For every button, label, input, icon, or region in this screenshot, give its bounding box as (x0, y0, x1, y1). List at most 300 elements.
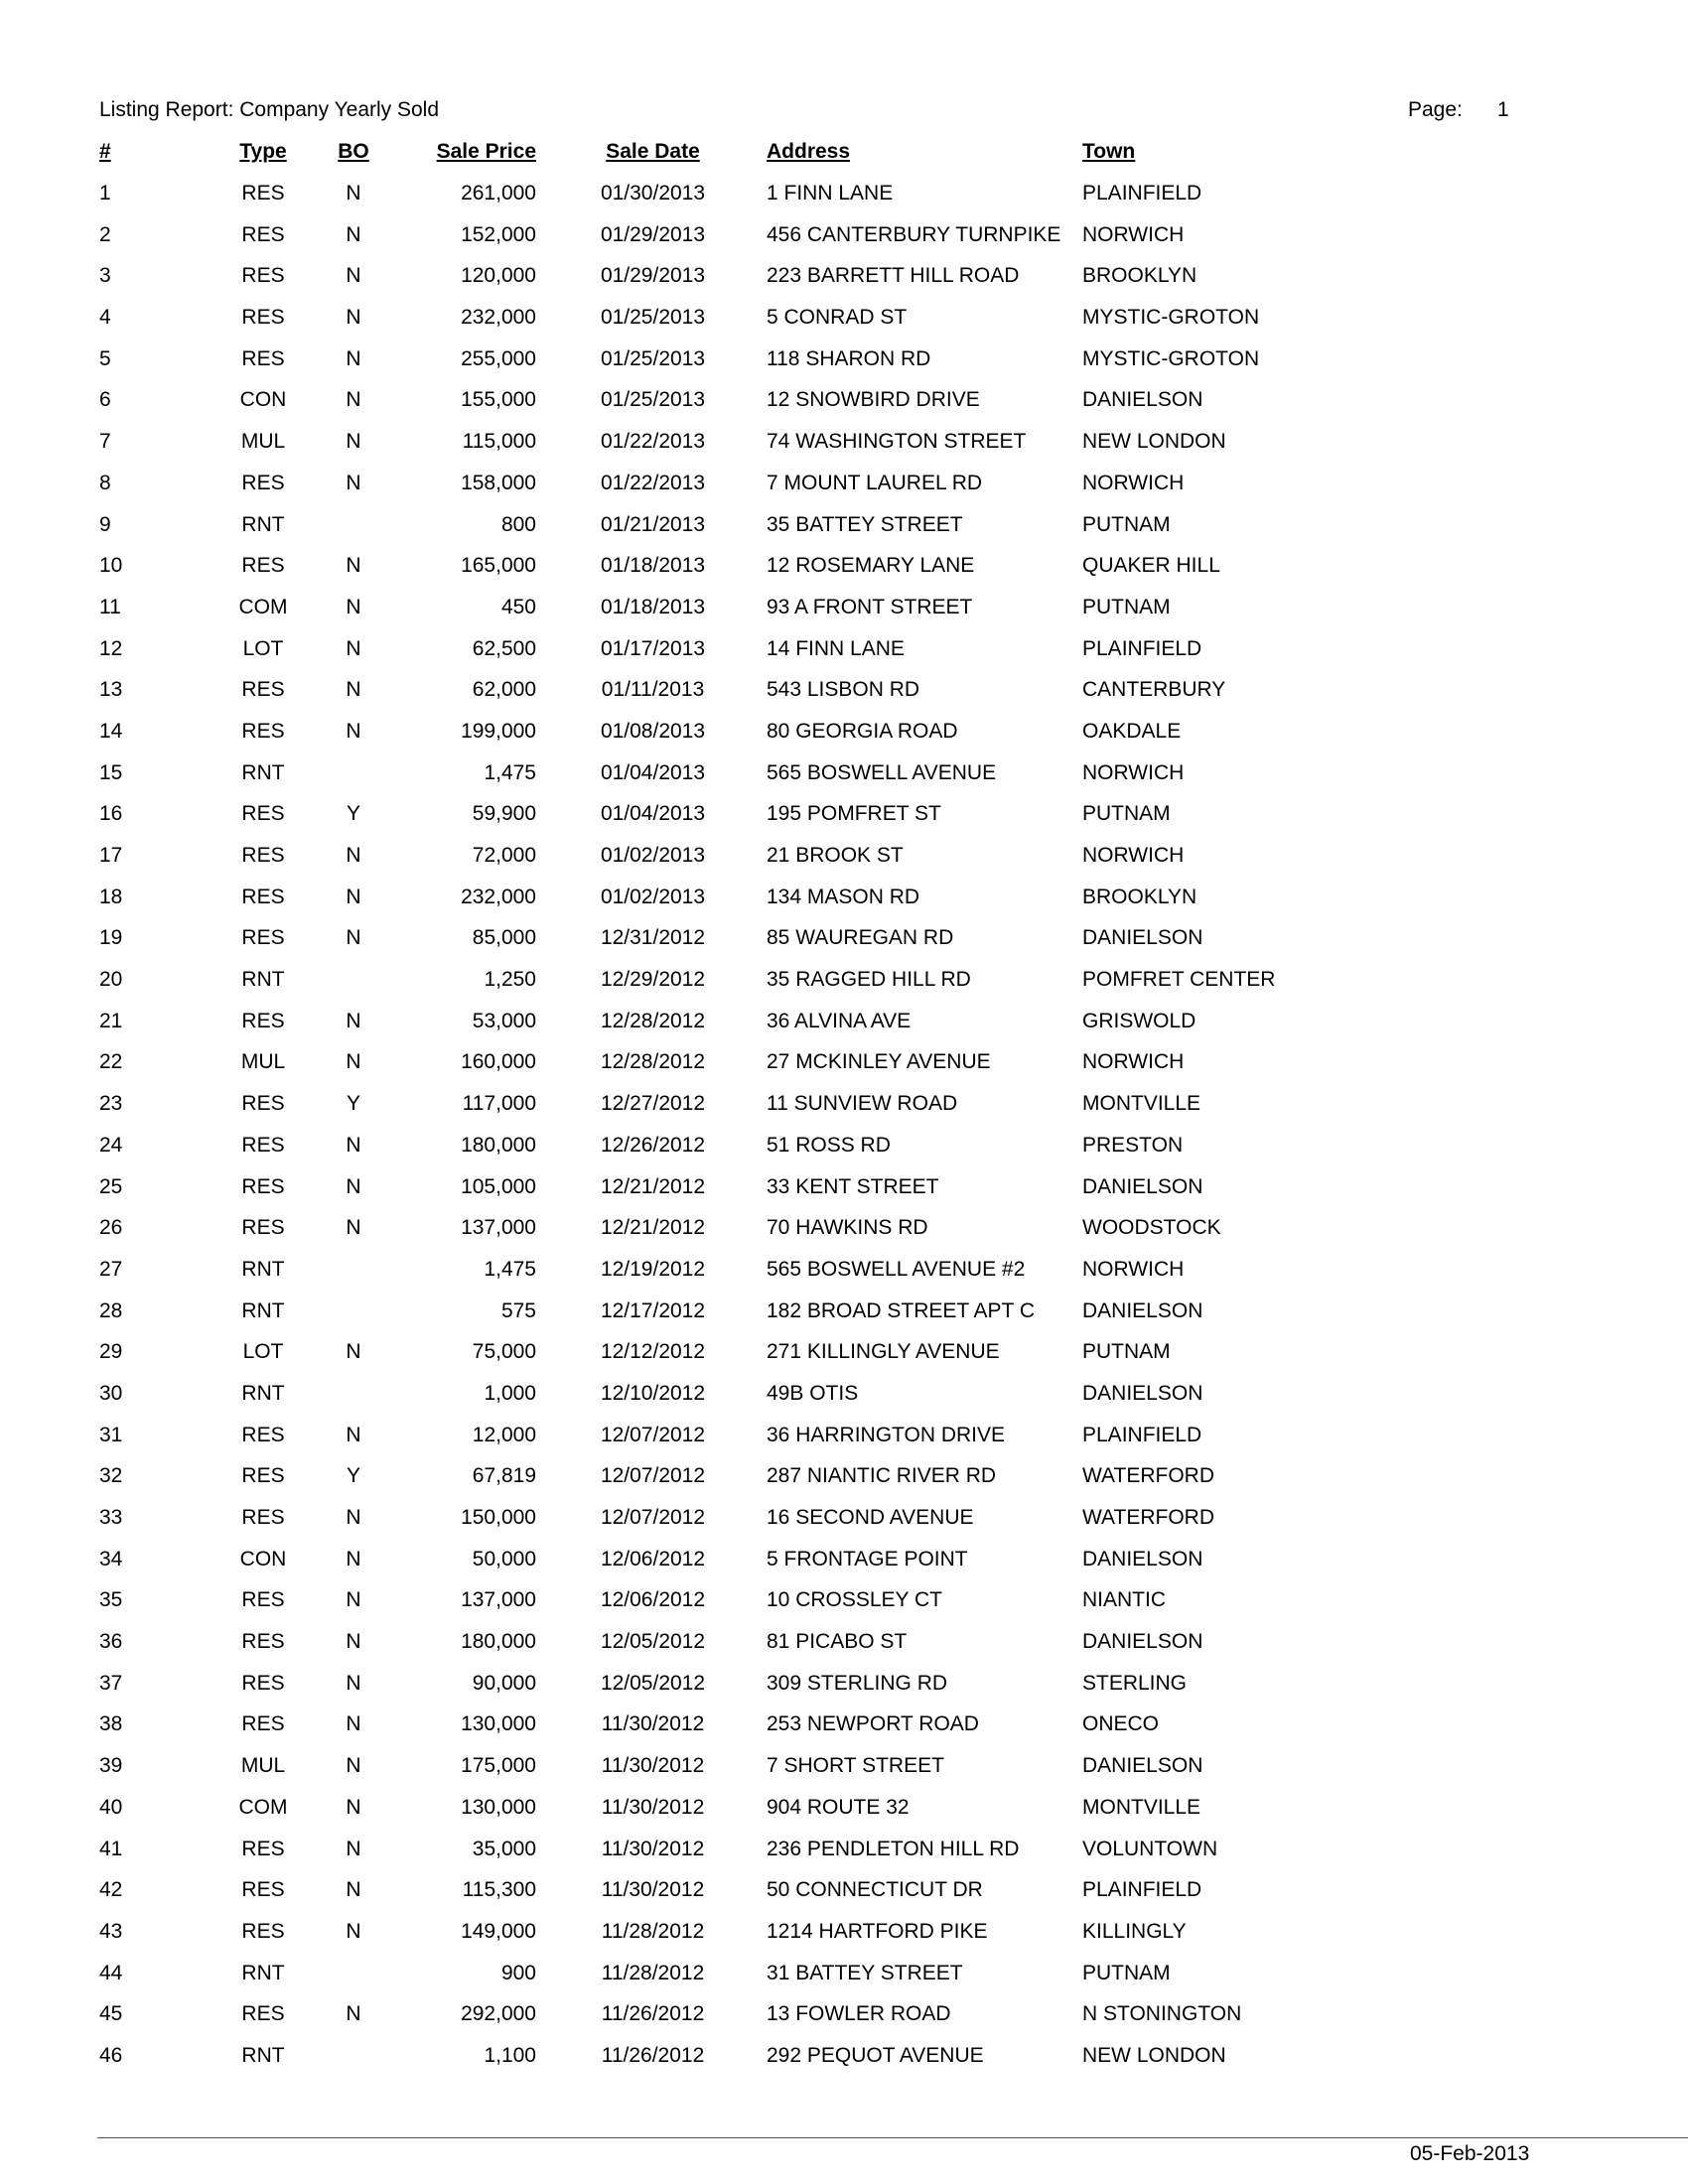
cell-address: 70 HAWKINS RD (767, 1216, 928, 1240)
cell-bo: N (346, 430, 361, 454)
cell-town: DANIELSON (1082, 1547, 1203, 1570)
cell-type: MUL (240, 430, 286, 454)
cell-number: 38 (99, 1712, 123, 1736)
cell-sale-date: 01/04/2013 (600, 802, 706, 826)
cell-address: 51 ROSS RD (767, 1133, 891, 1157)
cell-type: LOT (242, 636, 284, 660)
cell-type: RNT (241, 1381, 285, 1405)
cell-sale-price: 12,000 (472, 1423, 536, 1446)
table-body (0, 181, 1688, 2085)
cell-type: RES (241, 1133, 285, 1157)
report-title: Listing Report: Company Yearly Sold (99, 98, 440, 121)
cell-sale-price: 199,000 (461, 719, 536, 743)
cell-number: 27 (99, 1257, 123, 1281)
table-row (0, 1629, 1688, 1671)
table-row (0, 1961, 1688, 2002)
table-row (0, 925, 1688, 967)
cell-number: 31 (99, 1423, 123, 1446)
cell-sale-date: 01/02/2013 (600, 885, 706, 908)
cell-number: 40 (99, 1795, 123, 1819)
cell-bo: N (346, 1837, 361, 1860)
cell-type: RES (241, 2002, 285, 2026)
table-row (0, 2043, 1688, 2085)
table-row (0, 1174, 1688, 1216)
page-number: 1 (1497, 98, 1509, 121)
cell-sale-date: 01/22/2013 (600, 471, 706, 494)
cell-sale-date: 12/06/2012 (600, 1547, 706, 1570)
cell-town: NORWICH (1082, 222, 1185, 246)
table-row (0, 843, 1688, 885)
cell-sale-price: 62,000 (472, 678, 536, 702)
table-row (0, 967, 1688, 1009)
cell-town: PLAINFIELD (1082, 636, 1202, 660)
table-row (0, 1671, 1688, 1712)
table-row (0, 1547, 1688, 1588)
cell-sale-price: 165,000 (461, 554, 536, 578)
cell-address: 456 CANTERBURY TURNPIKE (767, 222, 1061, 246)
cell-sale-price: 130,000 (461, 1712, 536, 1736)
cell-type: RES (241, 554, 285, 578)
cell-town: OAKDALE (1082, 719, 1182, 743)
table-row (0, 2001, 1688, 2043)
cell-type: RNT (241, 1257, 285, 1281)
table-row (0, 885, 1688, 926)
cell-number: 39 (99, 1754, 123, 1778)
cell-sale-date: 01/18/2013 (600, 554, 706, 578)
cell-type: RES (241, 1588, 285, 1612)
cell-address: 27 MCKINLEY AVENUE (767, 1050, 991, 1074)
cell-number: 8 (99, 471, 111, 494)
cell-type: RES (241, 1630, 285, 1654)
table-row (0, 1877, 1688, 1919)
cell-sale-price: 232,000 (461, 885, 536, 908)
cell-address: 12 ROSEMARY LANE (767, 554, 975, 578)
table-row (0, 222, 1688, 264)
cell-address: 36 ALVINA AVE (767, 1009, 912, 1032)
cell-sale-date: 01/02/2013 (600, 844, 706, 867)
cell-sale-price: 72,000 (472, 844, 536, 867)
cell-type: RES (241, 471, 285, 494)
cell-number: 29 (99, 1340, 123, 1364)
cell-town: PUTNAM (1082, 1340, 1171, 1364)
cell-type: CON (239, 1547, 287, 1570)
cell-number: 45 (99, 2002, 123, 2026)
cell-sale-date: 11/30/2012 (601, 1878, 705, 1902)
cell-type: RES (241, 306, 285, 330)
cell-sale-date: 01/08/2013 (600, 719, 706, 743)
table-row (0, 1009, 1688, 1050)
cell-address: 565 BOSWELL AVENUE #2 (767, 1257, 1026, 1281)
cell-sale-date: 01/25/2013 (600, 388, 706, 412)
cell-address: 309 STERLING RD (767, 1671, 948, 1695)
cell-bo: N (346, 554, 361, 578)
cell-sale-date: 12/21/2012 (600, 1174, 706, 1198)
cell-bo: N (346, 1919, 361, 1943)
cell-number: 37 (99, 1671, 123, 1695)
cell-address: 13 FOWLER ROAD (767, 2002, 951, 2026)
cell-sale-price: 75,000 (472, 1340, 536, 1364)
cell-type: COM (238, 1795, 288, 1819)
cell-sale-date: 12/12/2012 (600, 1340, 706, 1364)
cell-number: 16 (99, 802, 123, 826)
cell-sale-date: 12/07/2012 (600, 1506, 706, 1529)
cell-address: 904 ROUTE 32 (767, 1795, 910, 1819)
cell-address: 85 WAUREGAN RD (767, 926, 954, 950)
cell-bo: Y (346, 802, 360, 826)
cell-type: RNT (241, 968, 285, 992)
cell-town: NIANTIC (1082, 1588, 1166, 1612)
table-row (0, 1711, 1688, 1753)
cell-town: VOLUNTOWN (1082, 1837, 1218, 1860)
cell-number: 34 (99, 1547, 123, 1570)
table-row (0, 1381, 1688, 1423)
cell-sale-price: 149,000 (461, 1919, 536, 1943)
cell-sale-date: 12/26/2012 (600, 1133, 706, 1157)
column-header-type: Type (239, 140, 287, 163)
cell-sale-date: 11/28/2012 (601, 1919, 705, 1943)
cell-bo: N (346, 595, 361, 618)
cell-sale-date: 11/30/2012 (601, 1754, 705, 1778)
table-row (0, 1049, 1688, 1091)
cell-town: ONECO (1082, 1712, 1160, 1736)
table-row (0, 1091, 1688, 1133)
footer-date: 05-Feb-2013 (1410, 2142, 1530, 2165)
cell-sale-price: 160,000 (461, 1050, 536, 1074)
cell-sale-date: 01/21/2013 (600, 512, 706, 536)
cell-sale-price: 155,000 (461, 388, 536, 412)
cell-town: GRISWOLD (1082, 1009, 1196, 1032)
table-row (0, 1837, 1688, 1878)
cell-type: RNT (241, 1961, 285, 1984)
cell-number: 33 (99, 1506, 123, 1529)
cell-town: PLAINFIELD (1082, 182, 1202, 205)
cell-address: 16 SECOND AVENUE (767, 1506, 974, 1529)
table-row (0, 1339, 1688, 1381)
cell-sale-date: 12/07/2012 (600, 1423, 706, 1446)
cell-address: 287 NIANTIC RIVER RD (767, 1464, 997, 1488)
cell-bo: N (346, 471, 361, 494)
cell-number: 5 (99, 346, 111, 370)
cell-type: RES (241, 1423, 285, 1446)
cell-bo: N (346, 346, 361, 370)
cell-bo: N (346, 182, 361, 205)
cell-sale-date: 12/10/2012 (600, 1381, 706, 1405)
cell-sale-date: 11/26/2012 (601, 2002, 705, 2026)
table-row (0, 1215, 1688, 1257)
cell-sale-date: 01/17/2013 (600, 636, 706, 660)
cell-town: DANIELSON (1082, 1298, 1203, 1322)
cell-address: 1214 HARTFORD PIKE (767, 1919, 988, 1943)
footer-divider (97, 2137, 1688, 2138)
cell-number: 14 (99, 719, 123, 743)
cell-town: NEW LONDON (1082, 430, 1226, 454)
cell-sale-price: 575 (500, 1298, 536, 1322)
cell-type: RNT (241, 1298, 285, 1322)
cell-address: 12 SNOWBIRD DRIVE (767, 388, 980, 412)
page-label: Page: (1408, 98, 1463, 121)
cell-number: 4 (99, 306, 111, 330)
cell-number: 46 (99, 2043, 123, 2067)
table-row (0, 719, 1688, 760)
cell-sale-date: 12/29/2012 (600, 968, 706, 992)
cell-town: DANIELSON (1082, 388, 1203, 412)
cell-type: RES (241, 1878, 285, 1902)
cell-address: 7 MOUNT LAUREL RD (767, 471, 983, 494)
cell-number: 17 (99, 844, 123, 867)
table-row (0, 305, 1688, 346)
cell-sale-price: 67,819 (472, 1464, 536, 1488)
cell-sale-price: 175,000 (461, 1754, 536, 1778)
cell-sale-price: 137,000 (461, 1216, 536, 1240)
cell-sale-price: 53,000 (472, 1009, 536, 1032)
cell-address: 81 PICABO ST (767, 1630, 908, 1654)
cell-number: 41 (99, 1837, 123, 1860)
table-header (0, 139, 1688, 167)
table-row (0, 1919, 1688, 1961)
cell-bo: N (346, 1216, 361, 1240)
cell-sale-price: 35,000 (472, 1837, 536, 1860)
cell-bo: N (346, 1795, 361, 1819)
cell-bo: N (346, 1671, 361, 1695)
cell-number: 3 (99, 264, 111, 288)
cell-bo: N (346, 1588, 361, 1612)
cell-type: RES (241, 1837, 285, 1860)
cell-town: CANTERBURY (1082, 678, 1226, 702)
cell-town: NORWICH (1082, 1257, 1185, 1281)
cell-bo: N (346, 1423, 361, 1446)
cell-type: RNT (241, 760, 285, 784)
cell-bo: N (346, 1630, 361, 1654)
cell-town: PLAINFIELD (1082, 1423, 1202, 1446)
cell-number: 25 (99, 1174, 123, 1198)
cell-town: MYSTIC-GROTON (1082, 346, 1260, 370)
cell-type: RES (241, 926, 285, 950)
cell-town: DANIELSON (1082, 1174, 1203, 1198)
cell-bo: N (346, 222, 361, 246)
cell-type: LOT (242, 1340, 284, 1364)
cell-number: 43 (99, 1919, 123, 1943)
cell-type: RES (241, 678, 285, 702)
cell-town: PUTNAM (1082, 512, 1171, 536)
cell-sale-price: 62,500 (472, 636, 536, 660)
cell-number: 32 (99, 1464, 123, 1488)
cell-address: 271 KILLINGLY AVENUE (767, 1340, 1000, 1364)
cell-bo: N (346, 1174, 361, 1198)
column-header-number: # (99, 140, 111, 163)
table-row (0, 346, 1688, 388)
cell-number: 11 (99, 595, 121, 618)
table-row (0, 263, 1688, 305)
table-row (0, 1463, 1688, 1505)
cell-sale-price: 130,000 (461, 1795, 536, 1819)
cell-number: 7 (99, 430, 111, 454)
table-row (0, 387, 1688, 429)
cell-sale-price: 105,000 (461, 1174, 536, 1198)
cell-type: RES (241, 719, 285, 743)
cell-type: CON (239, 388, 287, 412)
cell-number: 18 (99, 885, 123, 908)
cell-address: 80 GEORGIA ROAD (767, 719, 958, 743)
cell-sale-date: 12/07/2012 (600, 1464, 706, 1488)
cell-type: RES (241, 1712, 285, 1736)
cell-type: RNT (241, 2043, 285, 2067)
table-row (0, 553, 1688, 595)
cell-bo: N (346, 1009, 361, 1032)
cell-address: 292 PEQUOT AVENUE (767, 2043, 984, 2067)
cell-sale-price: 1,475 (484, 760, 536, 784)
cell-town: MYSTIC-GROTON (1082, 306, 1260, 330)
cell-sale-price: 1,250 (484, 968, 536, 992)
cell-sale-price: 261,000 (461, 182, 536, 205)
table-row (0, 471, 1688, 512)
column-header-sale-price: Sale Price (436, 140, 536, 163)
cell-sale-date: 01/04/2013 (600, 760, 706, 784)
cell-sale-date: 01/30/2013 (600, 182, 706, 205)
table-row (0, 429, 1688, 471)
cell-number: 12 (99, 636, 123, 660)
cell-bo: N (346, 885, 361, 908)
cell-sale-date: 12/05/2012 (600, 1630, 706, 1654)
cell-sale-date: 01/22/2013 (600, 430, 706, 454)
cell-sale-date: 12/21/2012 (600, 1216, 706, 1240)
cell-type: RES (241, 1092, 285, 1116)
cell-sale-price: 59,900 (472, 802, 536, 826)
cell-address: 236 PENDLETON HILL RD (767, 1837, 1020, 1860)
cell-bo: N (346, 1133, 361, 1157)
cell-sale-price: 450 (500, 595, 536, 618)
cell-sale-price: 180,000 (461, 1630, 536, 1654)
table-row (0, 1753, 1688, 1795)
cell-town: DANIELSON (1082, 1630, 1203, 1654)
cell-address: 14 FINN LANE (767, 636, 905, 660)
table-row (0, 1133, 1688, 1174)
cell-address: 223 BARRETT HILL ROAD (767, 264, 1020, 288)
cell-bo: N (346, 636, 361, 660)
cell-type: RES (241, 1671, 285, 1695)
cell-bo: Y (346, 1092, 360, 1116)
cell-sale-date: 11/30/2012 (601, 1837, 705, 1860)
cell-number: 6 (99, 388, 111, 412)
table-row (0, 677, 1688, 719)
cell-town: WOODSTOCK (1082, 1216, 1221, 1240)
cell-bo: N (346, 678, 361, 702)
cell-number: 20 (99, 968, 123, 992)
cell-sale-date: 01/29/2013 (600, 222, 706, 246)
cell-town: PLAINFIELD (1082, 1878, 1202, 1902)
cell-sale-price: 1,475 (484, 1257, 536, 1281)
column-header-bo: BO (338, 140, 369, 163)
cell-number: 2 (99, 222, 111, 246)
table-row (0, 1298, 1688, 1340)
cell-sale-price: 115,300 (462, 1878, 536, 1902)
cell-bo: N (346, 844, 361, 867)
cell-type: RES (241, 346, 285, 370)
cell-number: 10 (99, 554, 123, 578)
cell-type: RES (241, 1009, 285, 1032)
cell-sale-date: 12/28/2012 (600, 1050, 706, 1074)
cell-number: 19 (99, 926, 123, 950)
table-row (0, 760, 1688, 802)
cell-sale-price: 90,000 (472, 1671, 536, 1695)
cell-address: 33 KENT STREET (767, 1174, 939, 1198)
cell-town: BROOKLYN (1082, 885, 1197, 908)
cell-town: DANIELSON (1082, 1381, 1203, 1405)
column-header-sale-date: Sale Date (606, 140, 700, 163)
cell-sale-date: 12/17/2012 (600, 1298, 706, 1322)
cell-number: 26 (99, 1216, 123, 1240)
cell-number: 42 (99, 1878, 123, 1902)
cell-number: 15 (99, 760, 123, 784)
cell-address: 5 FRONTAGE POINT (767, 1547, 968, 1570)
cell-town: POMFRET CENTER (1082, 968, 1276, 992)
cell-address: 182 BROAD STREET APT C (767, 1298, 1035, 1322)
cell-type: RES (241, 1464, 285, 1488)
cell-number: 44 (99, 1961, 123, 1984)
cell-town: NORWICH (1082, 1050, 1185, 1074)
cell-sale-price: 158,000 (461, 471, 536, 494)
cell-number: 9 (99, 512, 111, 536)
cell-town: BROOKLYN (1082, 264, 1197, 288)
cell-sale-date: 11/28/2012 (601, 1961, 705, 1984)
cell-address: 50 CONNECTICUT DR (767, 1878, 983, 1902)
cell-sale-date: 01/29/2013 (600, 264, 706, 288)
cell-town: DANIELSON (1082, 1754, 1203, 1778)
cell-number: 1 (99, 182, 111, 205)
cell-bo: N (346, 1506, 361, 1529)
cell-bo: N (346, 306, 361, 330)
cell-address: 134 MASON RD (767, 885, 920, 908)
table-row (0, 801, 1688, 843)
cell-address: 118 SHARON RD (767, 346, 931, 370)
cell-sale-price: 800 (500, 512, 536, 536)
cell-sale-date: 11/30/2012 (601, 1795, 705, 1819)
cell-address: 74 WASHINGTON STREET (767, 430, 1027, 454)
cell-bo: Y (346, 1464, 360, 1488)
cell-number: 36 (99, 1630, 123, 1654)
cell-town: QUAKER HILL (1082, 554, 1220, 578)
cell-town: PRESTON (1082, 1133, 1184, 1157)
cell-type: RES (241, 1174, 285, 1198)
table-row (0, 1587, 1688, 1629)
column-header-town: Town (1082, 140, 1136, 163)
cell-town: NEW LONDON (1082, 2043, 1226, 2067)
cell-town: PUTNAM (1082, 802, 1171, 826)
cell-bo: N (346, 1878, 361, 1902)
cell-town: MONTVILLE (1082, 1795, 1201, 1819)
cell-bo: N (346, 1340, 361, 1364)
cell-type: MUL (240, 1050, 286, 1074)
cell-sale-price: 900 (500, 1961, 536, 1984)
cell-town: WATERFORD (1082, 1506, 1214, 1529)
cell-town: NORWICH (1082, 471, 1185, 494)
cell-town: STERLING (1082, 1671, 1188, 1695)
cell-type: RES (241, 182, 285, 205)
cell-number: 22 (99, 1050, 123, 1074)
cell-town: WATERFORD (1082, 1464, 1214, 1488)
cell-sale-date: 12/19/2012 (600, 1257, 706, 1281)
cell-number: 13 (99, 678, 123, 702)
cell-sale-date: 11/26/2012 (601, 2043, 705, 2067)
cell-number: 24 (99, 1133, 123, 1157)
cell-type: COM (238, 595, 288, 618)
cell-bo: N (346, 264, 361, 288)
cell-bo: N (346, 1050, 361, 1074)
table-row (0, 595, 1688, 636)
cell-address: 11 SUNVIEW ROAD (767, 1092, 958, 1116)
cell-sale-date: 01/11/2013 (601, 678, 705, 702)
cell-sale-date: 11/30/2012 (601, 1712, 705, 1736)
cell-sale-price: 120,000 (461, 264, 536, 288)
